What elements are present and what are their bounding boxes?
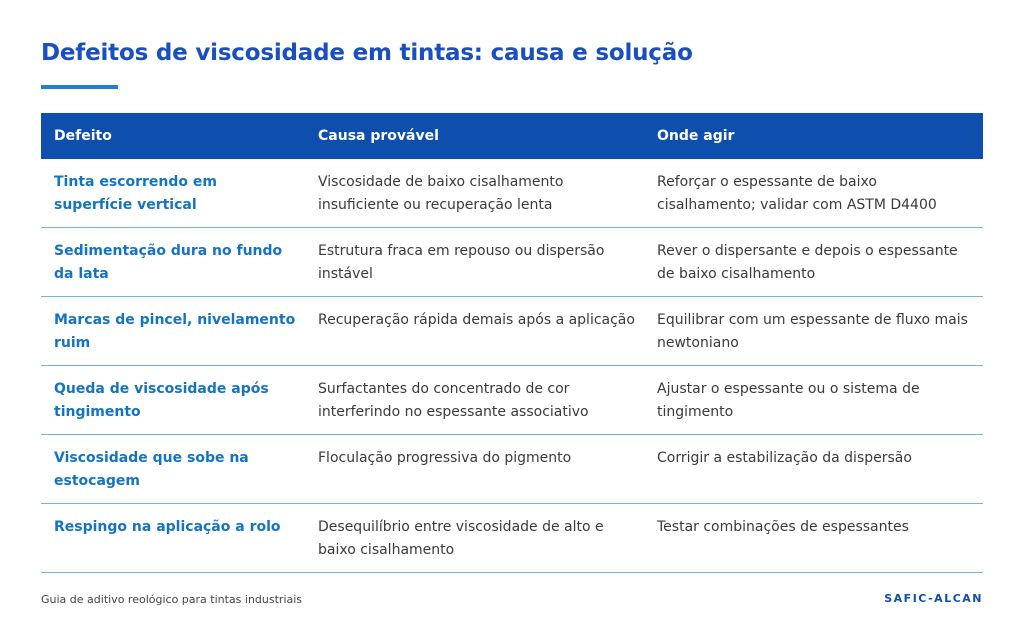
column-header-onde-agir: Onde agir — [657, 127, 735, 144]
cause-cell: Recuperação rápida demais após a aplicação — [318, 312, 635, 328]
table-row — [41, 159, 983, 228]
cause-cell: Surfactantes do concentrado de cor interferindo no espessante associativo — [318, 381, 589, 420]
table-row — [41, 297, 983, 366]
table-row — [41, 504, 983, 573]
action-cell: Equilibrar com um espessante de fluxo mais newtoniano — [657, 312, 968, 351]
action-cell: Reforçar o espessante de baixo cisalhamento; validar com ASTM D4400 — [657, 174, 937, 213]
action-cell: Ajustar o espessante ou o sistema de tingimento — [657, 381, 920, 420]
table-row — [41, 435, 983, 504]
defects-table — [41, 113, 983, 573]
page-title: Defeitos de viscosidade em tintas: causa e solução — [41, 40, 693, 66]
table-row — [41, 366, 983, 435]
defect-cell: Respingo na aplicação a rolo — [54, 519, 281, 535]
brand-logo-text: SAFIC-ALCAN — [884, 592, 983, 605]
defect-cell: Tinta escorrendo em superfície vertical — [54, 174, 217, 213]
column-header-defeito: Defeito — [54, 127, 112, 144]
table-header-row — [41, 113, 983, 159]
defect-cell: Queda de viscosidade após tingimento — [54, 381, 269, 420]
footer-caption: Guia de aditivo reológico para tintas industriais — [41, 593, 303, 606]
cause-cell: Viscosidade de baixo cisalhamento insuficiente ou recuperação lenta — [318, 174, 564, 213]
cause-cell: Estrutura fraca em repouso ou dispersão instável — [318, 243, 605, 282]
table-row — [41, 228, 983, 297]
cause-cell: Floculação progressiva do pigmento — [318, 450, 572, 466]
action-cell: Testar combinações de espessantes — [657, 519, 909, 535]
title-underline — [41, 85, 118, 89]
column-header-causa: Causa provável — [318, 127, 439, 144]
defect-cell: Viscosidade que sobe na estocagem — [54, 450, 249, 489]
action-cell: Corrigir a estabilização da dispersão — [657, 450, 912, 466]
cause-cell: Desequilíbrio entre viscosidade de alto e baixo cisalhamento — [318, 519, 604, 558]
action-cell: Rever o dispersante e depois o espessante de baixo cisalhamento — [657, 243, 958, 282]
defect-cell: Sedimentação dura no fundo da lata — [54, 243, 283, 282]
defect-cell: Marcas de pincel, nivelamento ruim — [54, 312, 296, 351]
